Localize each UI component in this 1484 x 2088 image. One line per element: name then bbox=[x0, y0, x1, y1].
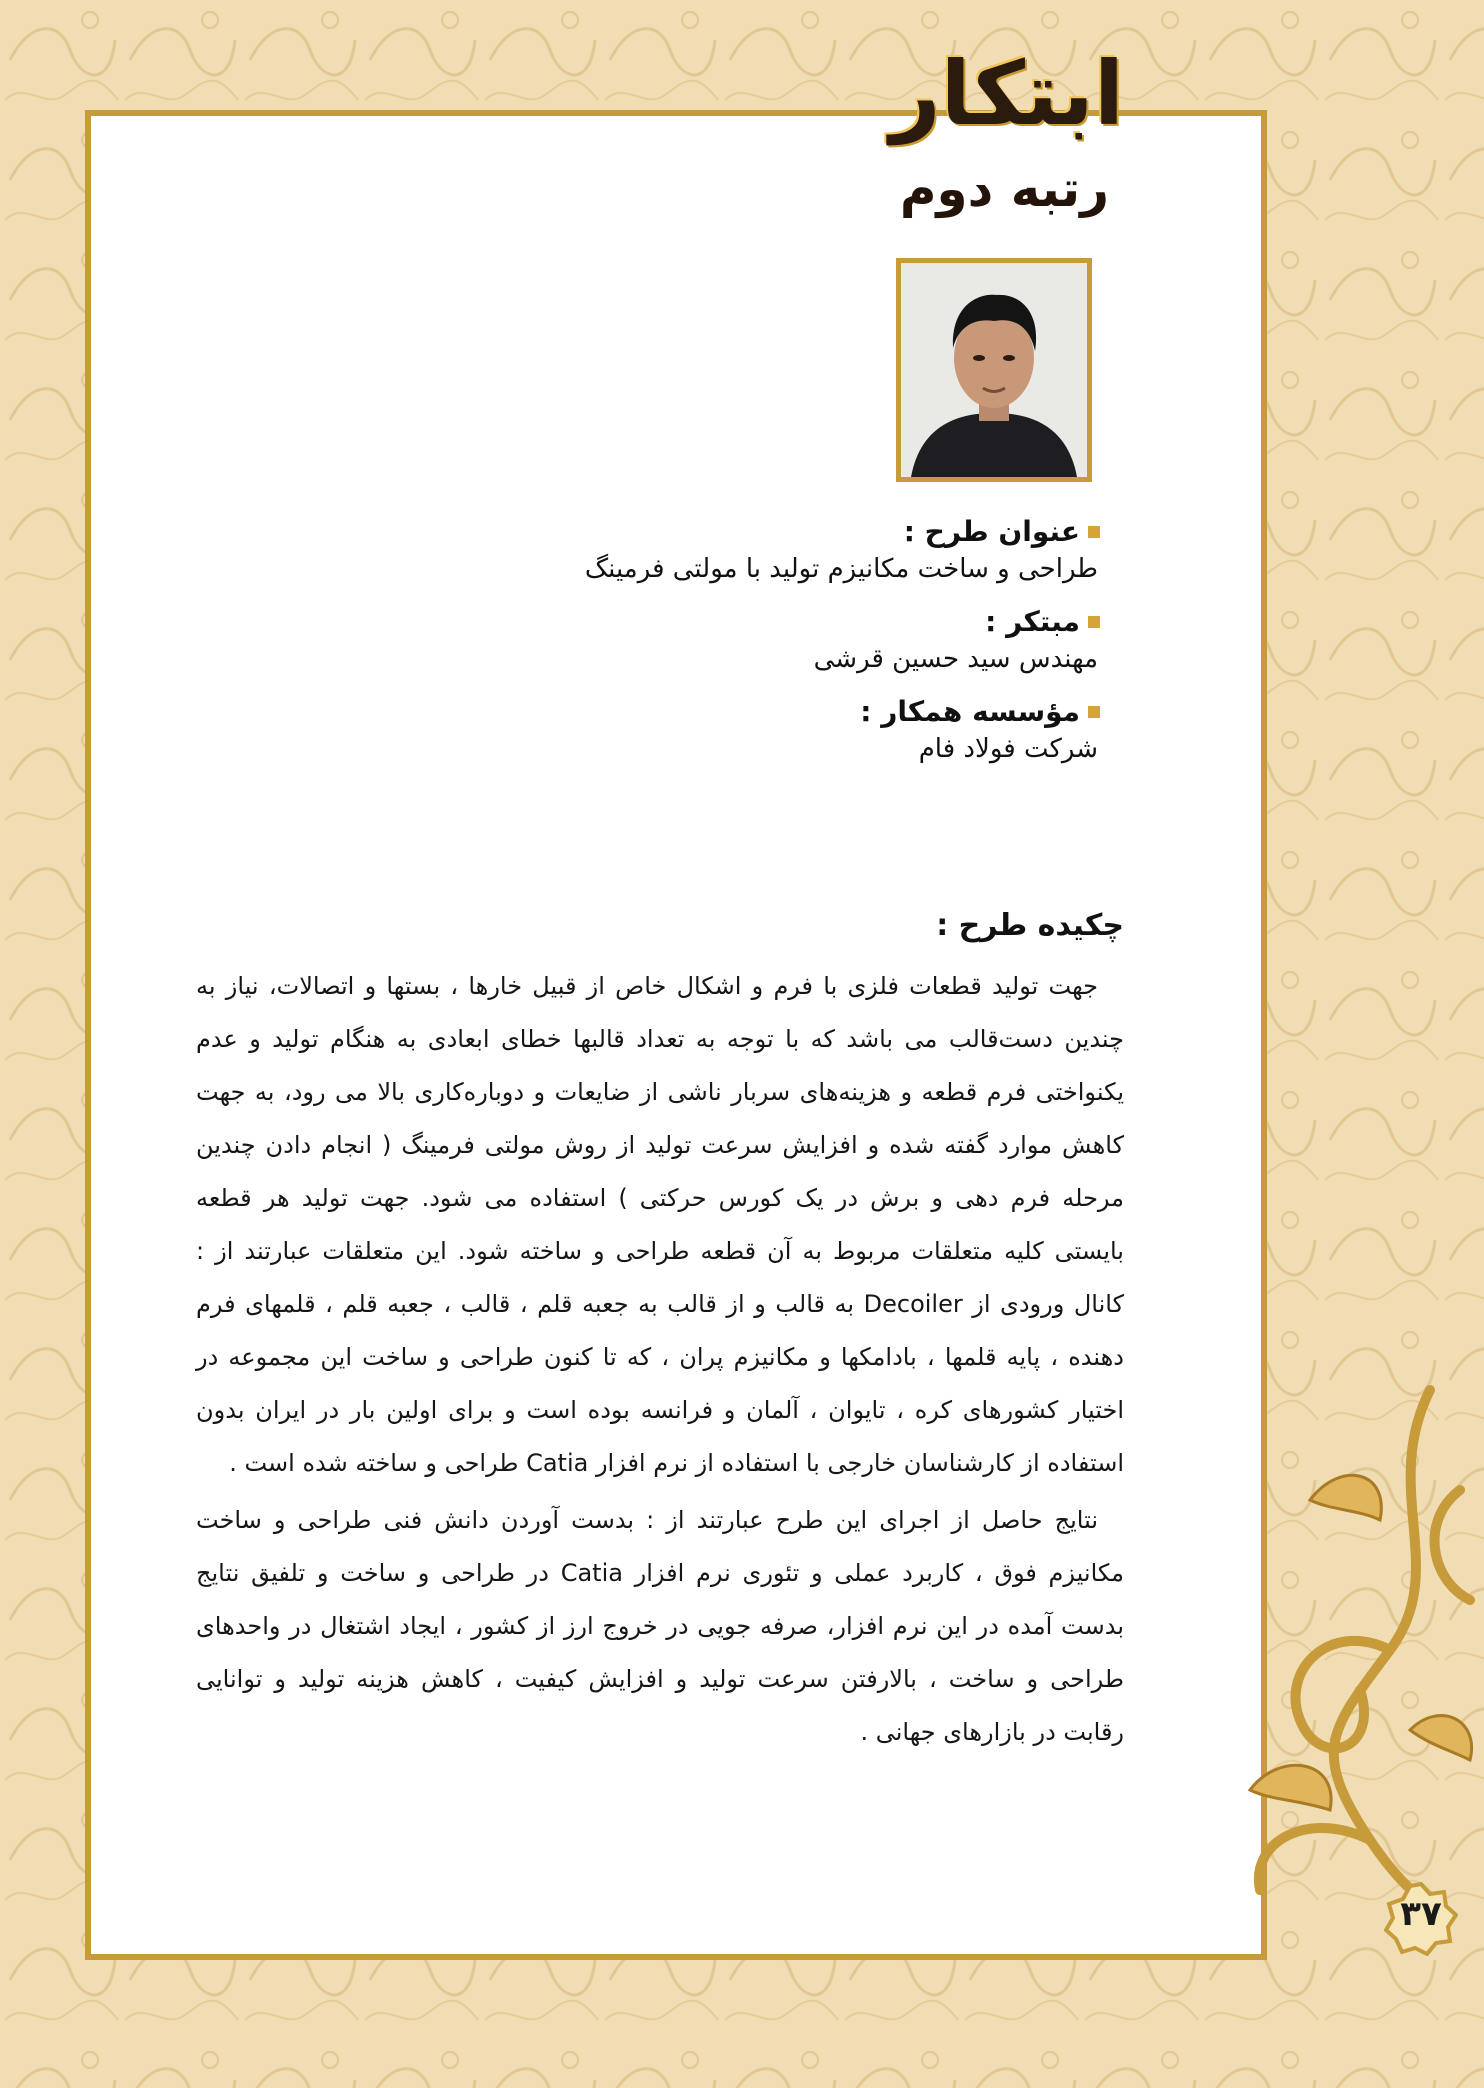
info-value: شرکت فولاد فام bbox=[918, 734, 1098, 764]
info-label: مؤسسه همکار : bbox=[380, 695, 1100, 728]
page-heading: ابتکار bbox=[889, 42, 1124, 145]
inventor-photo bbox=[896, 258, 1092, 482]
info-item bbox=[380, 515, 1100, 584]
abstract-title: چکیده طرح : bbox=[936, 908, 1124, 943]
info-item bbox=[380, 695, 1100, 764]
bullet-icon bbox=[1088, 616, 1100, 628]
abstract-paragraph: جهت تولید قطعات فلزی با فرم و اشکال خاص از قبیل خارها ، بستها و اتصالات، نیاز به چندین دست‌قالب می باشد که با توجه به تعداد قالبها خطای ابعادی به هنگام تولید و عدم یکنواختی فرم قطعه و هزینه‌های سربار ناشی از ضایعات و دوباره‌کاری بالا می رود، به جهت کاهش موارد گفته شده و افزایش سرعت تولید از روش مولتی فرمینگ ( انجام دادن چندین مرحله فرم دهی و برش در یک کورس حرکتی ) استفاده می شود. جهت تولید هر قطعه بایستی کلیه متعلقات مربوط به آن قطعه طراحی و ساخته شود. این متعلقات عبارتند از : کانال ورودی از Decoiler به قالب و از قالب به جعبه قلم ، قالب ، جعبه قلم ، قلمهای فرم دهنده ، پایه قلمها ، بادامکها و مکانیزم پران ، که تا کنون طراحی و ساخت این مجموعه در اختیار کشورهای کره ، تایوان ، آلمان و فرانسه بوده است و برای اولین بار در ایران بدون استفاده از کارشناسان خارجی با استفاده از نرم افزار Catia طراحی و ساخته شده است . bbox=[196, 972, 1124, 1477]
abstract-body bbox=[196, 960, 1124, 1763]
info-value: طراحی و ساخت مکانیزم تولید با مولتی فرمینگ bbox=[584, 554, 1098, 584]
bullet-icon bbox=[1088, 706, 1100, 718]
abstract-paragraph: نتایج حاصل از اجرای این طرح عبارتند از : بدست آوردن دانش فنی طراحی و ساخت مکانیزم فوق ، کاربرد عملی و تئوری نرم افزار Catia در طراحی و ساخت و تلفیق نتایج بدست آمده در این نرم افزار، صرفه جویی در خروج ارز از کشور ، ایجاد اشتغال در واحدهای طراحی و ساخت ، بالارفتن سرعت تولید و افزایش کیفیت ، کاهش هزینه تولید و توانایی رقابت در بازارهای جهانی . bbox=[196, 1506, 1124, 1746]
info-label: عنوان طرح : bbox=[380, 515, 1100, 548]
bullet-icon bbox=[1088, 526, 1100, 538]
info-value: مهندس سید حسین قرشی bbox=[813, 644, 1098, 674]
info-label: مبتکر : bbox=[380, 605, 1100, 638]
page-number: ۳۷ bbox=[1400, 1894, 1442, 1934]
info-item bbox=[380, 605, 1100, 674]
floral-ornament bbox=[1130, 1370, 1484, 1930]
rank-subtitle: رتبه دوم bbox=[899, 160, 1109, 218]
